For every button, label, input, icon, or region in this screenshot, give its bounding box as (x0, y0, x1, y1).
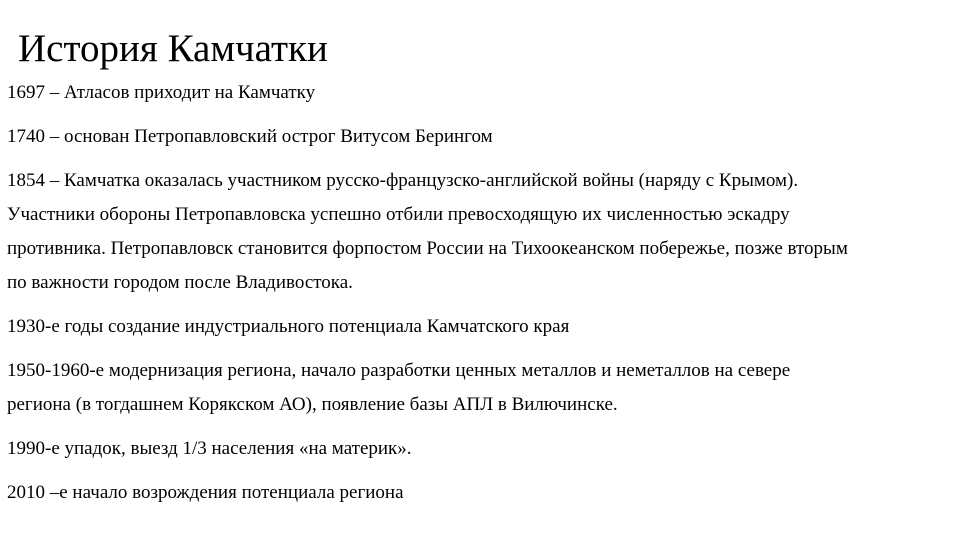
timeline-item-2010s: 2010 –е начало возрождения потенциала региона (7, 482, 404, 503)
timeline-item-1697: 1697 – Атласов приходит на Камчатку (7, 82, 316, 103)
timeline-item-1740: 1740 – основан Петропавловский острог Витусом Берингом (7, 126, 493, 147)
timeline-item-1854: 1854 – Камчатка оказалась участником русско-французско-английской войны (наряду с Крымом). Участники обороны Петропавловска успешно отбили превосходящую их численностью эскадру противника. Петропавловск становится форпостом России на Тихоокеанском побережье, позже вторым по важности городом после Владивостока. (7, 170, 848, 293)
timeline-item-1990s: 1990-е упадок, выезд 1/3 населения «на материк». (7, 438, 412, 459)
slide-title: История Камчатки (18, 27, 328, 70)
timeline-list (7, 76, 857, 520)
timeline-item-1950-1960s: 1950-1960-е модернизация региона, начало разработки ценных металлов и неметаллов на севере региона (в тогдашнем Корякском АО), появление базы АПЛ в Вилючинске. (7, 360, 791, 415)
timeline-item-1930s: 1930-е годы создание индустриального потенциала Камчатского края (7, 316, 570, 337)
